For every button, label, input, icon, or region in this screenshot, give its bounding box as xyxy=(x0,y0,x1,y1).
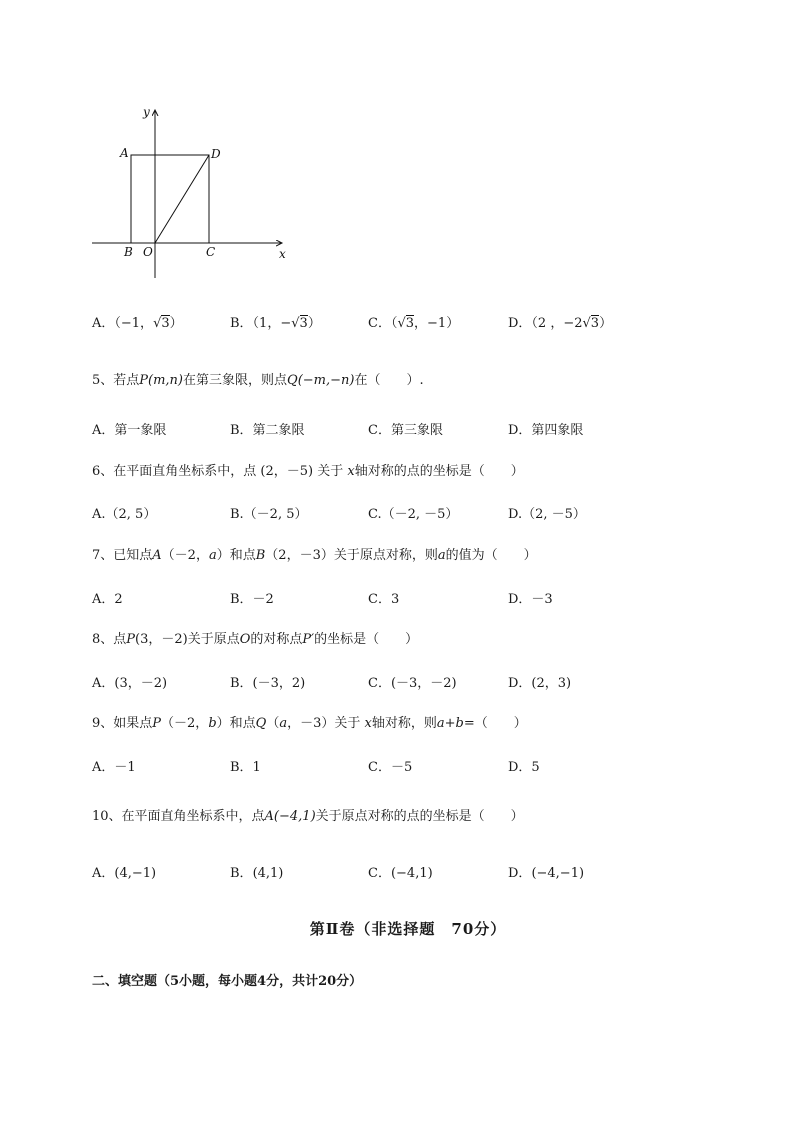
math-expr: (4,1) xyxy=(252,866,284,881)
question-text: 10、在平面直角坐标系中，点 xyxy=(92,809,265,824)
math-var: P xyxy=(152,716,162,731)
question-text: 9、如果点 xyxy=(92,716,153,731)
radicand: 3 xyxy=(299,316,308,331)
q8-option-a[interactable]: A．(3，－2) xyxy=(92,676,168,691)
question-text: 6、在平面直角坐标系中，点 (2，－5) 关于 xyxy=(92,464,348,479)
label-d: D xyxy=(211,147,221,161)
question-text: =（ ） xyxy=(463,716,527,731)
label-y: y xyxy=(143,105,150,119)
sqrt-sign: √ xyxy=(291,316,300,331)
math-expr: Q(−m,−n) xyxy=(287,373,355,388)
option-letter: A． xyxy=(92,866,115,881)
q8-option-b[interactable]: B．(－3，2) xyxy=(230,676,306,691)
question-text: 轴对称的点的坐标是（ ） xyxy=(354,464,524,479)
q6-option-d[interactable]: D.（2, －5） xyxy=(508,507,586,522)
math-expr: (−4,1) xyxy=(390,866,433,881)
q6-option-c[interactable]: C.（－2, －5） xyxy=(368,507,459,522)
option-prefix: A．（ xyxy=(92,316,121,331)
sqrt-sign: √ xyxy=(153,316,162,331)
question-8 xyxy=(92,628,418,647)
q5-options xyxy=(92,419,712,439)
option-suffix: ） xyxy=(446,316,460,331)
option-prefix: D．（2 ， xyxy=(508,316,564,331)
radicand: 3 xyxy=(161,316,170,331)
option-number: −2 xyxy=(563,316,583,331)
math-expr: (−4,−1) xyxy=(531,866,585,881)
q4-option-c[interactable] xyxy=(368,312,459,331)
q4-options xyxy=(92,312,712,332)
section-title: 第Ⅱ卷（非选择题 70分） xyxy=(309,920,507,938)
question-9 xyxy=(92,712,527,731)
q7-option-c[interactable]: C．3 xyxy=(368,592,400,607)
option-letter: B． xyxy=(230,866,253,881)
math-var: B xyxy=(255,548,266,563)
math-var: a xyxy=(437,548,446,563)
label-b: B xyxy=(124,245,133,259)
option-letter: C． xyxy=(368,866,391,881)
q10-option-c[interactable] xyxy=(368,862,433,881)
label-x: x xyxy=(279,247,286,261)
option-prefix: B．（1， xyxy=(230,316,281,331)
q9-option-d[interactable]: D．5 xyxy=(508,760,540,775)
question-text: 关于原点对称的点的坐标是（ ） xyxy=(315,809,524,824)
question-5 xyxy=(92,369,424,388)
option-number: ，−1 xyxy=(414,316,447,331)
q8-options xyxy=(92,672,712,692)
question-text: ）和点 xyxy=(216,548,256,563)
q6-option-b[interactable]: B.（－2, 5） xyxy=(230,507,308,522)
q7-options xyxy=(92,588,712,608)
q9-option-b[interactable]: B．1 xyxy=(230,760,261,775)
q9-option-c[interactable]: C．－5 xyxy=(368,760,413,775)
q6-option-a[interactable]: A.（2, 5） xyxy=(92,507,157,522)
q4-option-b[interactable] xyxy=(230,312,321,331)
q10-options xyxy=(92,862,712,882)
q9-options xyxy=(92,756,712,776)
math-var: x xyxy=(364,716,372,731)
radicand: 3 xyxy=(590,316,600,331)
section-subtitle: 二、填空题（5小题，每小题4分，共计20分） xyxy=(92,974,363,989)
question-text: ）和点 xyxy=(216,716,256,731)
option-prefix: C．（ xyxy=(368,316,398,331)
math-expr: A(−4,1) xyxy=(264,809,316,824)
math-var: A xyxy=(152,548,162,563)
math-var: Q xyxy=(255,716,267,731)
math-var: P′ xyxy=(302,632,315,647)
q7-option-b[interactable]: B．－2 xyxy=(230,592,274,607)
q7-option-a[interactable]: A．2 xyxy=(92,592,123,607)
q10-option-d[interactable] xyxy=(508,862,584,881)
q7-option-d[interactable]: D．－3 xyxy=(508,592,553,607)
question-text: （ xyxy=(266,716,280,731)
math-var: P xyxy=(126,632,136,647)
question-text: ，－3）关于 xyxy=(287,716,365,731)
question-6 xyxy=(92,460,524,479)
question-text: 的坐标是（ ） xyxy=(314,632,419,647)
option-letter: D． xyxy=(508,866,532,881)
q4-option-d[interactable] xyxy=(508,312,612,331)
sqrt-sign: √ xyxy=(582,316,591,331)
q10-option-b[interactable] xyxy=(230,862,283,881)
q5-option-a[interactable]: A．第一象限 xyxy=(92,423,167,438)
question-text: （－2， xyxy=(161,716,209,731)
rectangle-abcd xyxy=(131,155,209,243)
q8-option-c[interactable]: C．(－3，－2) xyxy=(368,676,457,691)
math-var: x xyxy=(347,464,355,479)
option-suffix: ） xyxy=(169,316,183,331)
q4-option-a[interactable] xyxy=(92,312,183,331)
q10-option-a[interactable] xyxy=(92,862,156,881)
segment-od xyxy=(155,155,209,243)
math-expr: P(m,n) xyxy=(139,373,184,388)
question-text: 在第三象限，则点 xyxy=(183,373,288,388)
radicand: 3 xyxy=(405,316,415,331)
sqrt-sign: √ xyxy=(397,316,406,331)
q6-options xyxy=(92,503,712,523)
question-text: 轴对称，则 xyxy=(371,716,437,731)
question-text: 5、若点 xyxy=(92,373,140,388)
question-10 xyxy=(92,805,524,824)
math-var: b xyxy=(208,716,217,731)
label-c: C xyxy=(206,245,216,259)
question-7 xyxy=(92,544,537,563)
q8-option-d[interactable]: D．(2，3) xyxy=(508,676,572,691)
question-text: （2，－3）关于原点对称，则 xyxy=(265,548,438,563)
q5-option-d[interactable]: D．第四象限 xyxy=(508,423,584,438)
coordinate-figure xyxy=(88,100,298,285)
option-number: −1， xyxy=(120,316,154,331)
option-suffix: ） xyxy=(307,316,321,331)
question-text: 7、已知点 xyxy=(92,548,153,563)
math-var: a xyxy=(208,548,217,563)
coordinate-diagram xyxy=(88,100,298,285)
math-var: O xyxy=(239,632,251,647)
math-expr: (4,−1) xyxy=(114,866,157,881)
option-suffix: ） xyxy=(599,316,613,331)
question-text: 的值为（ ） xyxy=(445,548,537,563)
option-number: − xyxy=(280,316,292,331)
question-text: 8、点 xyxy=(92,632,127,647)
label-a: A xyxy=(120,146,129,160)
question-text: (3，－2)关于原点 xyxy=(135,632,240,647)
q5-option-c[interactable]: C．第三象限 xyxy=(368,423,443,438)
math-var: a xyxy=(279,716,288,731)
question-text: 在（ ）. xyxy=(354,373,424,388)
label-o: O xyxy=(143,245,153,259)
math-expr: a+b xyxy=(436,716,464,731)
q9-option-a[interactable]: A．－1 xyxy=(92,760,136,775)
question-text: （－2， xyxy=(161,548,209,563)
question-text: 的对称点 xyxy=(250,632,303,647)
q5-option-b[interactable]: B．第二象限 xyxy=(230,423,305,438)
